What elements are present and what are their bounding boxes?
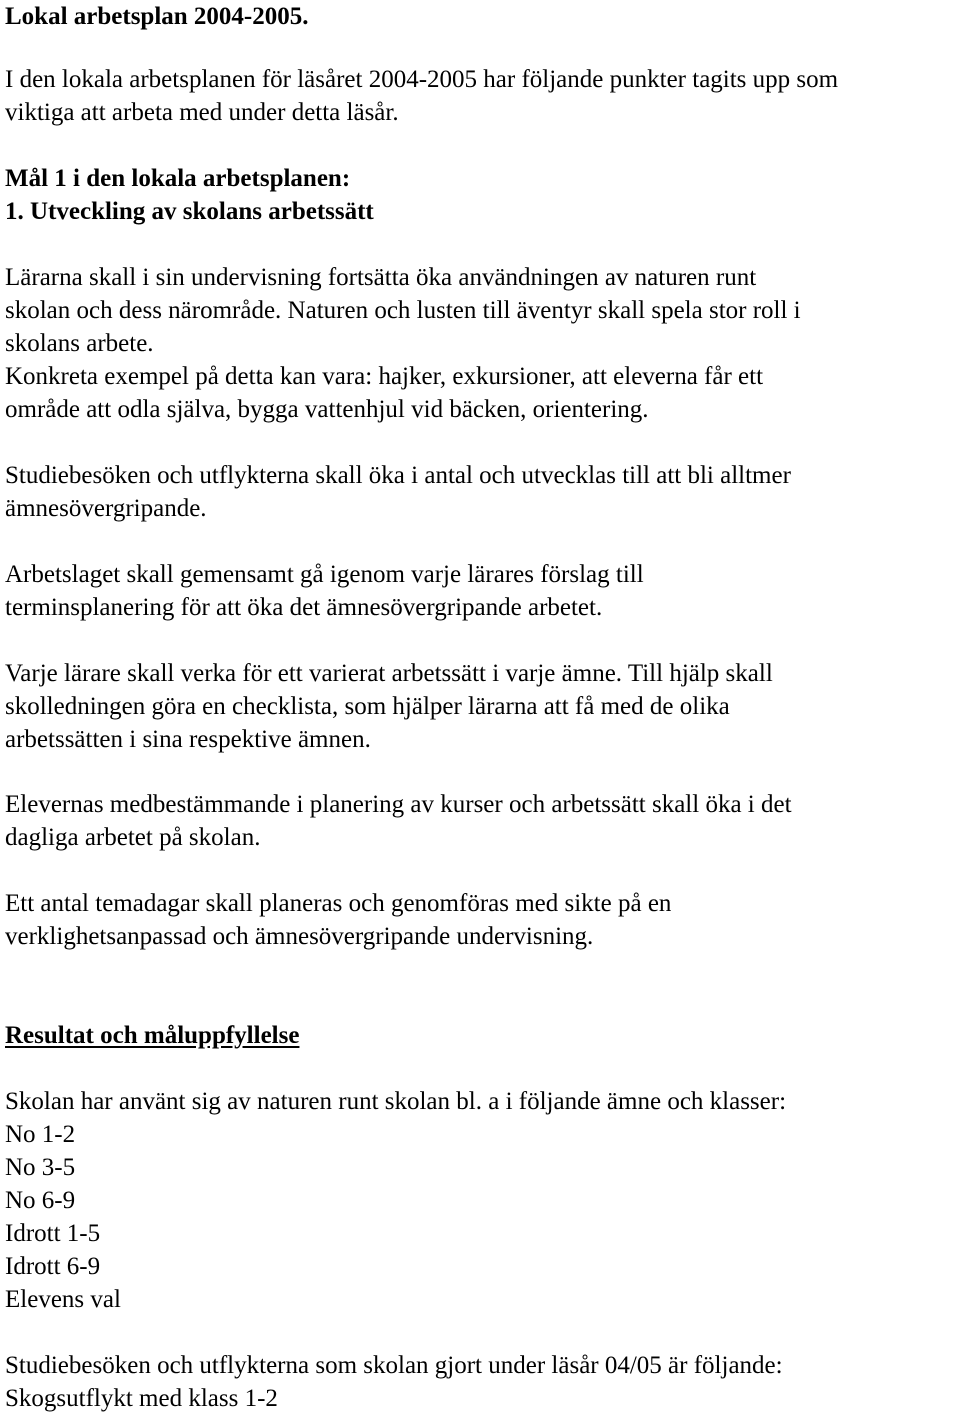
paragraph-line: Varje lärare skall verka för ett varierat arbetssätt i varje ämne. Till hjälp skall — [5, 660, 773, 687]
paragraph-line: Elevernas medbestämmande i planering av kurser och arbetssätt skall öka i det — [5, 791, 792, 818]
intro-line: viktiga att arbeta med under detta läsår. — [5, 99, 399, 126]
paragraph-line: ämnesövergripande. — [5, 495, 207, 522]
results-list-item: Idrott 6-9 — [5, 1253, 101, 1280]
paragraph-line: arbetssätten i sina respektive ämnen. — [5, 726, 371, 753]
paragraph-line: dagliga arbetet på skolan. — [5, 824, 261, 851]
results-list-item: Elevens val — [5, 1286, 121, 1313]
document-title: Lokal arbetsplan 2004-2005. — [5, 3, 309, 30]
results-intro: Skolan har använt sig av naturen runt skolan bl. a i följande ämne och klasser: — [5, 1088, 787, 1115]
paragraph-line: Ett antal temadagar skall planeras och genomföras med sikte på en — [5, 890, 672, 917]
results-list-item: No 3-5 — [5, 1154, 76, 1181]
results-heading: Resultat och måluppfyllelse — [5, 1022, 300, 1049]
paragraph-line: Studiebesöken och utflykterna skall öka i antal och utvecklas till att bli alltmer — [5, 462, 791, 489]
paragraph-line: verklighetsanpassad och ämnesövergripande undervisning. — [5, 923, 594, 950]
paragraph-line: terminsplanering för att öka det ämnesövergripande arbetet. — [5, 594, 603, 621]
goal-subheading: 1. Utveckling av skolans arbetssätt — [5, 198, 374, 225]
paragraph-line: Konkreta exempel på detta kan vara: hajker, exkursioner, att eleverna får ett — [5, 363, 764, 390]
paragraph-line: område att odla själva, bygga vattenhjul vid bäcken, orientering. — [5, 396, 649, 423]
visits-list-item: Skogsutflykt med klass 1-2 — [5, 1385, 278, 1412]
paragraph-line: skolledningen göra en checklista, som hjälper lärarna att få med de olika — [5, 693, 730, 720]
goal-heading: Mål 1 i den lokala arbetsplanen: — [5, 165, 351, 192]
results-list-item: No 1-2 — [5, 1121, 76, 1148]
intro-line: I den lokala arbetsplanen för läsåret 2004-2005 har följande punkter tagits upp som — [5, 66, 839, 93]
paragraph-line: Arbetslaget skall gemensamt gå igenom varje lärares förslag till — [5, 561, 644, 588]
visits-intro: Studiebesöken och utflykterna som skolan gjort under läsår 04/05 är följande: — [5, 1352, 783, 1379]
paragraph-line: skolan och dess närområde. Naturen och lusten till äventyr skall spela stor roll i — [5, 297, 801, 324]
results-list-item: No 6-9 — [5, 1187, 76, 1214]
paragraph-line: Lärarna skall i sin undervisning fortsätta öka användningen av naturen runt — [5, 264, 757, 291]
results-list-item: Idrott 1-5 — [5, 1220, 101, 1247]
paragraph-line: skolans arbete. — [5, 330, 154, 357]
